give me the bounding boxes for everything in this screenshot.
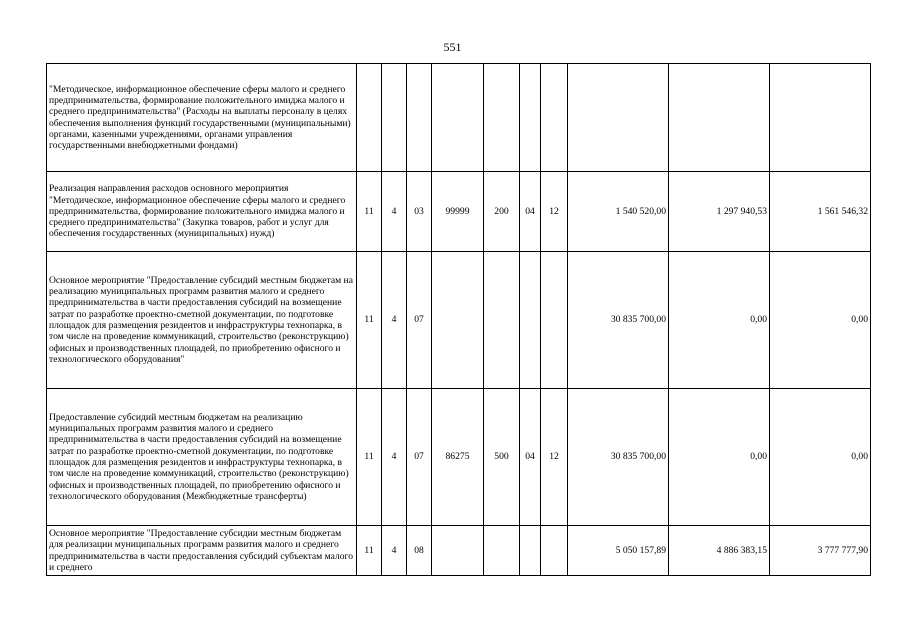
table-body — [47, 64, 871, 576]
cell-amount-3: 3 777 777,90 — [770, 526, 871, 576]
cell-amount-2: 0,00 — [669, 252, 770, 389]
cell-code-7 — [541, 252, 568, 389]
cell-code-3: 07 — [407, 252, 432, 389]
cell-code-2: 4 — [382, 172, 407, 252]
cell-code-2: 4 — [382, 252, 407, 389]
table-row — [47, 389, 871, 526]
cell-amount-2 — [669, 64, 770, 172]
page-number: 551 — [443, 40, 462, 54]
row-description: Предоставление субсидий местным бюджетам на реализацию муниципальных программ развития малого и среднего предпринимательства в части предоставления субсидий на возмещение затрат по разработке проектно-сметной документации, по подготовке площадок для размещения резидентов и инфраструктуры технопарка, в том числе на проведение коммуникаций, строительство (реконструкцию) офисных и производственных площадей, по приобретению офисного и технологического оборудования (Межбюджетные трансферты) — [47, 389, 357, 526]
cell-amount-3: 0,00 — [770, 252, 871, 389]
cell-code-4 — [432, 526, 484, 576]
table-row — [47, 252, 871, 389]
cell-code-2: 4 — [382, 389, 407, 526]
row-description: "Методическое, информационное обеспечение сферы малого и среднего предпринимательства, формирование положительного имиджа малого и среднего предпринимательства" (Расходы на выплаты персоналу в целях обеспечения выполнения функций государственными (муниципальными) органами, казенными учреждениями, органами управления государственными внебюджетными фондами) — [47, 64, 357, 172]
table-row — [47, 64, 871, 172]
cell-code-4: 86275 — [432, 389, 484, 526]
cell-amount-3: 1 561 546,32 — [770, 172, 871, 252]
row-description: Основное мероприятие "Предоставление субсидий местным бюджетам на реализацию муниципальных программ развития малого и среднего предпринимательства в части предоставления субсидий на возмещение затрат по разработке проектно-сметной документации, по подготовке площадок для размещения резидентов и инфраструктуры технопарка, в том числе на проведение коммуникаций, строительство (реконструкцию) офисных и производственных площадей, по приобретению офисного и технологического оборудования" — [47, 252, 357, 389]
cell-code-5 — [484, 252, 520, 389]
cell-code-5: 500 — [484, 389, 520, 526]
cell-code-7: 12 — [541, 172, 568, 252]
cell-code-6: 04 — [520, 389, 541, 526]
cell-code-3: 08 — [407, 526, 432, 576]
table-row — [47, 526, 871, 576]
cell-amount-3 — [770, 64, 871, 172]
budget-table — [46, 63, 871, 576]
cell-code-5: 200 — [484, 172, 520, 252]
cell-code-7 — [541, 526, 568, 576]
cell-code-4: 99999 — [432, 172, 484, 252]
cell-amount-1: 30 835 700,00 — [568, 389, 669, 526]
cell-amount-1: 30 835 700,00 — [568, 252, 669, 389]
cell-code-7: 12 — [541, 389, 568, 526]
cell-code-3: 03 — [407, 172, 432, 252]
cell-code-1 — [357, 64, 382, 172]
cell-amount-3: 0,00 — [770, 389, 871, 526]
cell-code-7 — [541, 64, 568, 172]
cell-code-6: 04 — [520, 172, 541, 252]
table-row — [47, 172, 871, 252]
cell-amount-1: 5 050 157,89 — [568, 526, 669, 576]
cell-code-4 — [432, 64, 484, 172]
cell-code-2 — [382, 64, 407, 172]
cell-code-5 — [484, 64, 520, 172]
cell-code-4 — [432, 252, 484, 389]
cell-code-5 — [484, 526, 520, 576]
cell-code-3: 07 — [407, 389, 432, 526]
cell-code-1: 11 — [357, 526, 382, 576]
row-description: Реализация направления расходов основного мероприятия "Методическое, информационное обеспечение сферы малого и среднего предпринимательства, формирование положительного имиджа малого и среднего предпринимательства" (Закупка товаров, работ и услуг для обеспечения государственных (муниципальных) нужд) — [47, 172, 357, 252]
cell-code-6 — [520, 252, 541, 389]
cell-code-3 — [407, 64, 432, 172]
cell-code-1: 11 — [357, 252, 382, 389]
cell-amount-2: 4 886 383,15 — [669, 526, 770, 576]
cell-amount-1 — [568, 64, 669, 172]
cell-code-1: 11 — [357, 389, 382, 526]
cell-code-6 — [520, 526, 541, 576]
cell-amount-2: 1 297 940,53 — [669, 172, 770, 252]
cell-amount-2: 0,00 — [669, 389, 770, 526]
cell-amount-1: 1 540 520,00 — [568, 172, 669, 252]
cell-code-1: 11 — [357, 172, 382, 252]
cell-code-6 — [520, 64, 541, 172]
row-description: Основное мероприятие "Предоставление субсидии местным бюджетам для реализации муниципальных программ развития малого и среднего предпринимательства в части предоставления субсидий субъектам малого и среднего — [47, 526, 357, 576]
cell-code-2: 4 — [382, 526, 407, 576]
